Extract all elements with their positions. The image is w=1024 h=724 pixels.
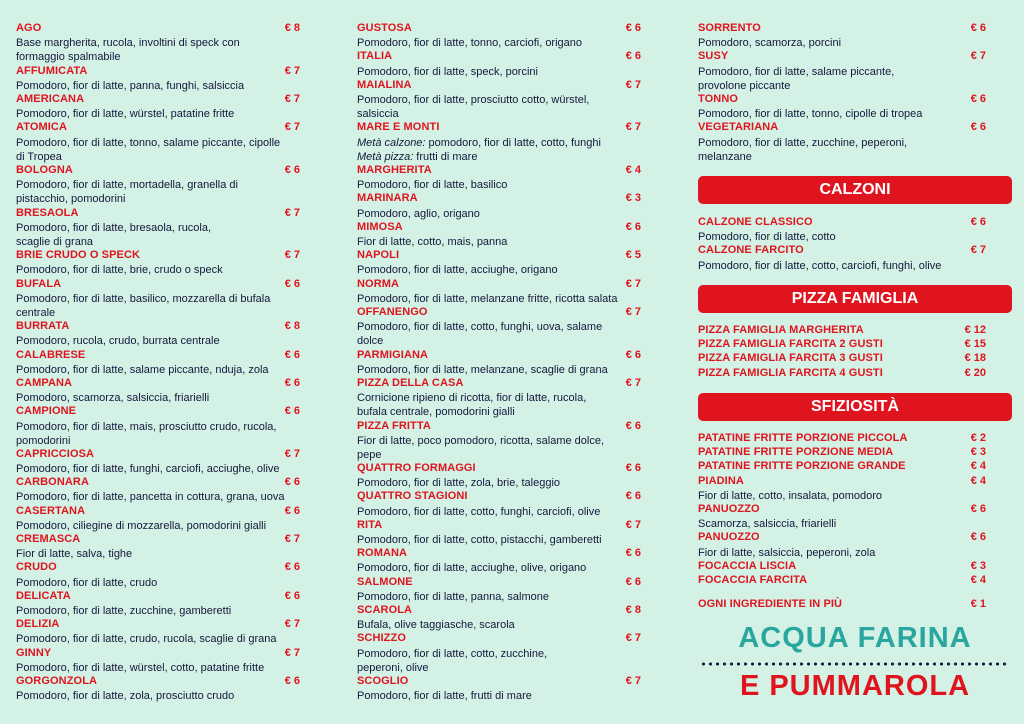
menu-item bbox=[698, 121, 986, 164]
menu-item-price: € 6 bbox=[625, 490, 641, 503]
menu-item-price: € 3 bbox=[970, 446, 986, 459]
menu-item-price: € 6 bbox=[284, 504, 300, 517]
menu-item bbox=[357, 377, 641, 420]
menu-item-price: € 12 bbox=[964, 324, 986, 336]
description-text: frutti di mare bbox=[413, 150, 478, 163]
menu-item-description: Pomodoro, fior di latte, basilico, mozzarella di bufala bbox=[16, 292, 271, 305]
menu-item-description: Pomodoro, fior di latte, bresaola, rucola, bbox=[16, 221, 212, 234]
brand-line-2: E PUMMAROLA bbox=[739, 670, 971, 702]
menu-item-description: Pomodoro, fior di latte, melanzane, scaglie di grana bbox=[357, 363, 608, 376]
menu-item-description: Fior di latte, salsiccia, peperoni, zola bbox=[698, 546, 876, 559]
menu-item bbox=[16, 405, 300, 448]
menu-item-name: GUSTOSA bbox=[357, 22, 412, 34]
menu-item-price: € 7 bbox=[625, 518, 641, 531]
menu-item-description: dolce bbox=[357, 335, 384, 348]
menu-item-description: Bufala, olive taggiasche, scarola bbox=[357, 619, 515, 632]
menu-item-price: € 7 bbox=[284, 249, 300, 262]
menu-item bbox=[357, 604, 641, 632]
menu-item-description: Pomodoro, fior di latte, pancetta in cottura, grana, uova bbox=[16, 491, 285, 504]
description-label: Metà calzone: bbox=[357, 136, 426, 149]
menu-item-name: PIZZA DELLA CASA bbox=[357, 376, 464, 389]
menu-item-name: AFFUMICATA bbox=[16, 64, 88, 77]
menu-item-price: € 8 bbox=[625, 604, 641, 617]
menu-item bbox=[357, 420, 641, 463]
menu-item bbox=[357, 50, 641, 78]
menu-item bbox=[357, 675, 641, 703]
menu-item bbox=[16, 448, 300, 476]
menu-item bbox=[357, 306, 641, 349]
menu-item-description: Pomodoro, fior di latte, cotto, carciofi, funghi, olive bbox=[698, 259, 942, 272]
menu-item bbox=[357, 121, 641, 164]
menu-item-description: Fior di latte, salva, tighe bbox=[16, 548, 133, 561]
menu-item-price: € 7 bbox=[970, 50, 986, 63]
menu-item-price: € 7 bbox=[284, 206, 300, 219]
menu-item-price: € 6 bbox=[970, 216, 986, 228]
menu-item-description: Pomodoro, fior di latte, brie, crudo o speck bbox=[16, 264, 223, 277]
menu-item-name: QUATTRO FORMAGGI bbox=[357, 462, 476, 475]
menu-item-description: Pomodoro, fior di latte, crudo, rucola, scaglie di grana bbox=[16, 633, 277, 646]
menu-item-description: Pomodoro, fior di latte, prosciutto cotto, würstel, bbox=[357, 93, 590, 106]
menu-item-description: Pomodoro, fior di latte, mais, prosciutto crudo, rucola, bbox=[16, 420, 277, 433]
menu-item-price: € 8 bbox=[284, 320, 300, 333]
menu-item-description: Pomodoro, fior di latte, mortadella, granella di bbox=[16, 179, 238, 192]
menu-item-description: Pomodoro, fior di latte, tonno, cipolle di tropea bbox=[698, 108, 923, 121]
menu-item-description: Pomodoro, fior di latte, cotto, pistacchi, gamberetti bbox=[357, 534, 602, 547]
menu-item-price: € 7 bbox=[625, 675, 641, 688]
menu-item-name: SUSY bbox=[698, 50, 729, 63]
menu-item-price: € 7 bbox=[284, 533, 300, 546]
menu-item bbox=[698, 475, 986, 503]
menu-item-price: € 6 bbox=[625, 220, 641, 233]
menu-item bbox=[698, 22, 986, 50]
menu-item-name: SORRENTO bbox=[698, 22, 761, 34]
menu-item-name: BRIE CRUDO O SPECK bbox=[16, 249, 141, 262]
menu-item bbox=[16, 93, 300, 121]
menu-item bbox=[16, 22, 300, 65]
menu-item-name: PIZZA FAMIGLIA MARGHERITA bbox=[698, 324, 864, 336]
menu-item-name: SALMONE bbox=[357, 575, 413, 588]
menu-item-description: Pomodoro, scamorza, porcini bbox=[698, 37, 842, 50]
menu-item-price: € 7 bbox=[284, 92, 300, 105]
menu-item-name: PATATINE FRITTE PORZIONE GRANDE bbox=[698, 460, 906, 473]
menu-item-price: € 6 bbox=[625, 547, 641, 560]
menu-item-description: Pomodoro, fior di latte, acciughe, olive, origano bbox=[357, 562, 587, 575]
menu-item-name: PANUOZZO bbox=[698, 502, 760, 515]
menu-item bbox=[16, 647, 300, 675]
menu-item-price: € 6 bbox=[970, 502, 986, 515]
menu-item-description: Pomodoro, fior di latte, zucchine, peperoni, bbox=[698, 136, 908, 149]
menu-item-description: Pomodoro, fior di latte, würstel, patatine fritte bbox=[16, 108, 235, 121]
menu-item bbox=[357, 278, 641, 306]
menu-item bbox=[698, 338, 986, 352]
menu-column-1 bbox=[16, 22, 300, 703]
menu-item-price: € 4 bbox=[625, 163, 641, 176]
menu-item-description: di Tropea bbox=[16, 150, 62, 163]
menu-item-price: € 8 bbox=[284, 22, 300, 34]
menu-item-price: € 3 bbox=[970, 559, 986, 572]
menu-item-name: MAIALINA bbox=[357, 78, 412, 91]
brand-line-1: ACQUA FARINA bbox=[738, 622, 972, 654]
menu-item-name: SCAROLA bbox=[357, 604, 413, 617]
menu-item bbox=[698, 216, 986, 244]
menu-item-price: € 6 bbox=[625, 462, 641, 475]
menu-item-description: Scamorza, salsiccia, friarielli bbox=[698, 518, 837, 531]
menu-item bbox=[16, 121, 300, 164]
pizza-famiglia-list bbox=[698, 324, 986, 381]
menu-item-name: CALABRESE bbox=[16, 348, 86, 361]
extra-ingredient bbox=[698, 598, 986, 612]
menu-column-2 bbox=[357, 22, 641, 703]
menu-item bbox=[698, 352, 986, 366]
menu-item-price: € 2 bbox=[970, 432, 986, 444]
menu-item-description: Pomodoro, fior di latte, frutti di mare bbox=[357, 690, 532, 703]
menu-item-name: PIADINA bbox=[698, 474, 744, 487]
menu-item-description: scaglie di grana bbox=[16, 235, 94, 248]
menu-item bbox=[698, 503, 986, 531]
menu-item-description: Pomodoro, fior di latte, zola, prosciutto crudo bbox=[16, 690, 235, 703]
pizza-famiglia-header: PIZZA FAMIGLIA bbox=[698, 285, 1012, 313]
menu-item-name: ROMANA bbox=[357, 547, 408, 560]
menu-item bbox=[357, 462, 641, 490]
menu-item-description: Pomodoro, fior di latte, salame piccante, bbox=[698, 65, 895, 78]
extra-ingredient-price: € 1 bbox=[970, 598, 986, 610]
menu-item-name: PATATINE FRITTE PORZIONE PICCOLA bbox=[698, 432, 908, 444]
menu-item bbox=[357, 79, 641, 122]
menu-item-description: Pomodoro, fior di latte, acciughe, origano bbox=[357, 264, 558, 277]
menu-item bbox=[16, 278, 300, 321]
menu-item-price: € 15 bbox=[964, 338, 986, 351]
calzoni-header: CALZONI bbox=[698, 176, 1012, 204]
menu-item-price: € 6 bbox=[625, 348, 641, 361]
menu-item-description: Pomodoro, fior di latte, zucchine, gamberetti bbox=[16, 605, 232, 618]
menu-item-name: VEGETARIANA bbox=[698, 121, 779, 134]
menu-item-name: DELICATA bbox=[16, 589, 71, 602]
dotted-divider bbox=[700, 662, 1010, 666]
menu-item-name: MIMOSA bbox=[357, 220, 403, 233]
menu-item bbox=[698, 367, 986, 381]
menu-item-price: € 7 bbox=[625, 632, 641, 645]
menu-item-description: Pomodoro, fior di latte, cotto, funghi, uova, salame bbox=[357, 321, 603, 334]
menu-item-name: CAPRICCIOSA bbox=[16, 447, 95, 460]
menu-item bbox=[357, 192, 641, 220]
menu-item-price: € 7 bbox=[625, 305, 641, 318]
menu-item-description: Fior di latte, cotto, insalata, pomodoro bbox=[698, 489, 883, 502]
menu-item-description: Pomodoro, fior di latte, crudo bbox=[16, 576, 158, 589]
calzoni-list bbox=[698, 216, 986, 273]
menu-item bbox=[698, 324, 986, 338]
menu-item-description: pepe bbox=[357, 448, 382, 461]
menu-item-name: PANUOZZO bbox=[698, 531, 760, 544]
menu-item-price: € 6 bbox=[284, 348, 300, 361]
menu-item-price: € 6 bbox=[284, 163, 300, 176]
menu-item-price: € 7 bbox=[625, 376, 641, 389]
menu-item bbox=[357, 349, 641, 377]
menu-item-description: Pomodoro, fior di latte, panna, funghi, salsiccia bbox=[16, 79, 245, 92]
menu-item-name: GORGONZOLA bbox=[16, 675, 98, 688]
menu-item bbox=[698, 244, 986, 272]
menu-item-price: € 6 bbox=[625, 50, 641, 63]
menu-item-description: Pomodoro, scamorza, salsiccia, friarielli bbox=[16, 392, 210, 405]
menu-item-name: MARGHERITA bbox=[357, 163, 432, 176]
menu-item-name: PIZZA FAMIGLIA FARCITA 3 GUSTI bbox=[698, 352, 883, 365]
menu-item-price: € 7 bbox=[625, 277, 641, 290]
menu-item-description: Pomodoro, fior di latte, cotto, funghi, carciofi, olive bbox=[357, 505, 601, 518]
menu-item bbox=[16, 207, 300, 250]
menu-item-description: Pomodoro, fior di latte, tonno, salame piccante, cipolle bbox=[16, 136, 281, 149]
menu-item-name: NORMA bbox=[357, 277, 400, 290]
menu-item-name: CALZONE CLASSICO bbox=[698, 216, 813, 228]
menu-item bbox=[357, 490, 641, 518]
menu-item-name: CASERTANA bbox=[16, 504, 86, 517]
menu-item-name: PIZZA FAMIGLIA FARCITA 2 GUSTI bbox=[698, 338, 883, 351]
menu-item-description: Base margherita, rucola, involtini di speck con bbox=[16, 37, 240, 50]
menu-item bbox=[698, 446, 986, 460]
menu-item-name: PARMIGIANA bbox=[357, 348, 429, 361]
menu-item-description: Fior di latte, cotto, mais, panna bbox=[357, 235, 508, 248]
menu-item bbox=[357, 547, 641, 575]
menu-column-3 bbox=[698, 22, 986, 164]
menu-item-description: Pomodoro, fior di latte, basilico bbox=[357, 179, 508, 192]
menu-item-description bbox=[357, 136, 641, 150]
menu-item bbox=[357, 632, 641, 675]
menu-item-price: € 6 bbox=[625, 575, 641, 588]
menu-item-price: € 18 bbox=[964, 352, 986, 365]
menu-item-description: salsiccia bbox=[357, 108, 399, 121]
menu-item-name: CALZONE FARCITO bbox=[698, 244, 804, 257]
menu-item-description: Pomodoro, fior di latte, zola, brie, taleggio bbox=[357, 477, 561, 490]
menu-item bbox=[357, 249, 641, 277]
menu-item bbox=[698, 560, 986, 574]
menu-item-description: pistacchio, pomodorini bbox=[16, 193, 126, 206]
menu-item-price: € 7 bbox=[625, 121, 641, 134]
menu-item-name: ITALIA bbox=[357, 50, 393, 63]
menu-item-description: Pomodoro, fior di latte, melanzane fritte, ricotta salata bbox=[357, 292, 618, 305]
menu-item-price: € 3 bbox=[625, 192, 641, 205]
menu-item-price: € 6 bbox=[970, 22, 986, 34]
menu-item-description: Pomodoro, fior di latte, würstel, cotto, patatine fritte bbox=[16, 661, 265, 674]
menu-item-name: CARBONARA bbox=[16, 476, 90, 489]
menu-item-price: € 6 bbox=[284, 376, 300, 389]
menu-item-price: € 6 bbox=[970, 121, 986, 134]
menu-item-price: € 7 bbox=[284, 121, 300, 134]
menu-item bbox=[698, 460, 986, 474]
menu-item-name: BRESAOLA bbox=[16, 206, 79, 219]
menu-item-price: € 6 bbox=[284, 405, 300, 418]
menu-item-name: RITA bbox=[357, 518, 383, 531]
menu-item-price: € 6 bbox=[970, 92, 986, 105]
menu-item bbox=[16, 349, 300, 377]
menu-item-price: € 4 bbox=[970, 573, 986, 586]
menu-item bbox=[357, 519, 641, 547]
menu-item bbox=[698, 432, 986, 446]
menu-item bbox=[16, 561, 300, 589]
menu-item-description: Pomodoro, rucola, crudo, burrata centrale bbox=[16, 335, 220, 348]
menu-item bbox=[357, 22, 641, 50]
menu-item bbox=[16, 249, 300, 277]
menu-item-name: TONNO bbox=[698, 92, 739, 105]
menu-item-price: € 7 bbox=[625, 78, 641, 91]
menu-item-name: FOCACCIA FARCITA bbox=[698, 573, 808, 586]
menu-item-name: ATOMICA bbox=[16, 121, 68, 134]
menu-item-description: Cornicione ripieno di ricotta, fior di latte, rucola, bbox=[357, 392, 587, 405]
menu-item-price: € 6 bbox=[284, 476, 300, 489]
menu-item-name: CREMASCA bbox=[16, 533, 81, 546]
menu-item-name: PIZZA FRITTA bbox=[357, 419, 431, 432]
menu-item bbox=[16, 476, 300, 504]
menu-item bbox=[698, 50, 986, 93]
menu-item-description: Pomodoro, ciliegine di mozzarella, pomodorini gialli bbox=[16, 519, 267, 532]
menu-item-description: Pomodoro, fior di latte, tonno, carciofi, origano bbox=[357, 37, 583, 50]
menu-item bbox=[357, 164, 641, 192]
menu-item bbox=[357, 576, 641, 604]
menu-item-price: € 6 bbox=[284, 675, 300, 688]
menu-item-price: € 6 bbox=[625, 419, 641, 432]
menu-item-name: MARE E MONTI bbox=[357, 121, 440, 134]
sfiziosita-header: SFIZIOSITÀ bbox=[698, 393, 1012, 421]
menu-item bbox=[16, 320, 300, 348]
menu-item-price: € 7 bbox=[284, 447, 300, 460]
menu-item bbox=[16, 618, 300, 646]
menu-item bbox=[357, 221, 641, 249]
menu-item-name: AGO bbox=[16, 22, 42, 34]
menu-item-price: € 6 bbox=[284, 589, 300, 602]
menu-item-description: Pomodoro, fior di latte, cotto, zucchine, bbox=[357, 647, 548, 660]
menu-item-name: OFFANENGO bbox=[357, 305, 428, 318]
menu-item-price: € 7 bbox=[284, 646, 300, 659]
menu-item-description: melanzane bbox=[698, 150, 752, 163]
description-text: pomodoro, fior di latte, cotto, funghi bbox=[425, 136, 601, 149]
sfiziosita-list bbox=[698, 432, 986, 588]
menu-item-price: € 6 bbox=[625, 22, 641, 34]
menu-item bbox=[698, 531, 986, 559]
menu-item-name: MARINARA bbox=[357, 192, 418, 205]
menu-item-name: PATATINE FRITTE PORZIONE MEDIA bbox=[698, 446, 894, 459]
menu-item-price: € 6 bbox=[284, 277, 300, 290]
menu-item-name: CAMPANA bbox=[16, 376, 73, 389]
menu-item bbox=[16, 505, 300, 533]
menu-item-description: peperoni, olive bbox=[357, 661, 429, 674]
menu-item bbox=[16, 65, 300, 93]
menu-item-description: Fior di latte, poco pomodoro, ricotta, salame dolce, bbox=[357, 434, 605, 447]
menu-item bbox=[16, 590, 300, 618]
menu-item-name: QUATTRO STAGIONI bbox=[357, 490, 468, 503]
menu-item-price: € 7 bbox=[284, 618, 300, 631]
menu-item-description: provolone piccante bbox=[698, 79, 791, 92]
menu-item-description: Pomodoro, fior di latte, panna, salmone bbox=[357, 590, 550, 603]
menu-item-description: Pomodoro, fior di latte, salame piccante, nduja, zola bbox=[16, 363, 269, 376]
menu-item-name: FOCACCIA LISCIA bbox=[698, 559, 797, 572]
menu-item bbox=[16, 377, 300, 405]
menu-item-description: pomodorini bbox=[16, 434, 71, 447]
menu-item bbox=[698, 574, 986, 588]
menu-item-description: centrale bbox=[16, 306, 56, 319]
menu-item-price: € 4 bbox=[970, 460, 986, 473]
menu-item-name: AMERICANA bbox=[16, 92, 85, 105]
extra-ingredient-name: OGNI INGREDIENTE IN PIÙ bbox=[698, 598, 843, 610]
menu-item bbox=[16, 675, 300, 703]
menu-item-price: € 6 bbox=[284, 561, 300, 574]
menu-item-price: € 5 bbox=[625, 249, 641, 262]
menu-item-name: NAPOLI bbox=[357, 249, 400, 262]
menu-item-description: Pomodoro, fior di latte, funghi, carciofi, acciughe, olive bbox=[16, 463, 280, 476]
menu-item-name: GINNY bbox=[16, 646, 52, 659]
menu-item-description: Pomodoro, fior di latte, speck, porcini bbox=[357, 65, 538, 78]
description-label: Metà pizza: bbox=[357, 150, 414, 163]
menu-item-name: SCOGLIO bbox=[357, 675, 409, 688]
menu-item bbox=[16, 164, 300, 207]
menu-item-price: € 20 bbox=[964, 366, 986, 379]
menu-item-price: € 6 bbox=[970, 531, 986, 544]
menu-item bbox=[698, 93, 986, 121]
menu-item-name: PIZZA FAMIGLIA FARCITA 4 GUSTI bbox=[698, 366, 883, 379]
menu-item-name: BURRATA bbox=[16, 320, 70, 333]
menu-item-description: Pomodoro, aglio, origano bbox=[357, 207, 480, 220]
menu-item-name: CAMPIONE bbox=[16, 405, 77, 418]
menu-item-name: CRUDO bbox=[16, 561, 57, 574]
menu-item-description: formaggio spalmabile bbox=[16, 51, 121, 64]
menu-item-price: € 4 bbox=[970, 474, 986, 487]
menu-item-name: BOLOGNA bbox=[16, 163, 73, 176]
menu-item-price: € 7 bbox=[284, 64, 300, 77]
menu-item-description: bufala centrale, pomodorini gialli bbox=[357, 406, 515, 419]
menu-item-description bbox=[357, 150, 641, 164]
menu-item bbox=[16, 533, 300, 561]
menu-item-name: SCHIZZO bbox=[357, 632, 406, 645]
menu-item-name: BUFALA bbox=[16, 277, 62, 290]
menu-item-name: DELIZIA bbox=[16, 618, 60, 631]
menu-item-price: € 7 bbox=[970, 244, 986, 257]
menu-item-description: Pomodoro, fior di latte, cotto bbox=[698, 231, 836, 244]
